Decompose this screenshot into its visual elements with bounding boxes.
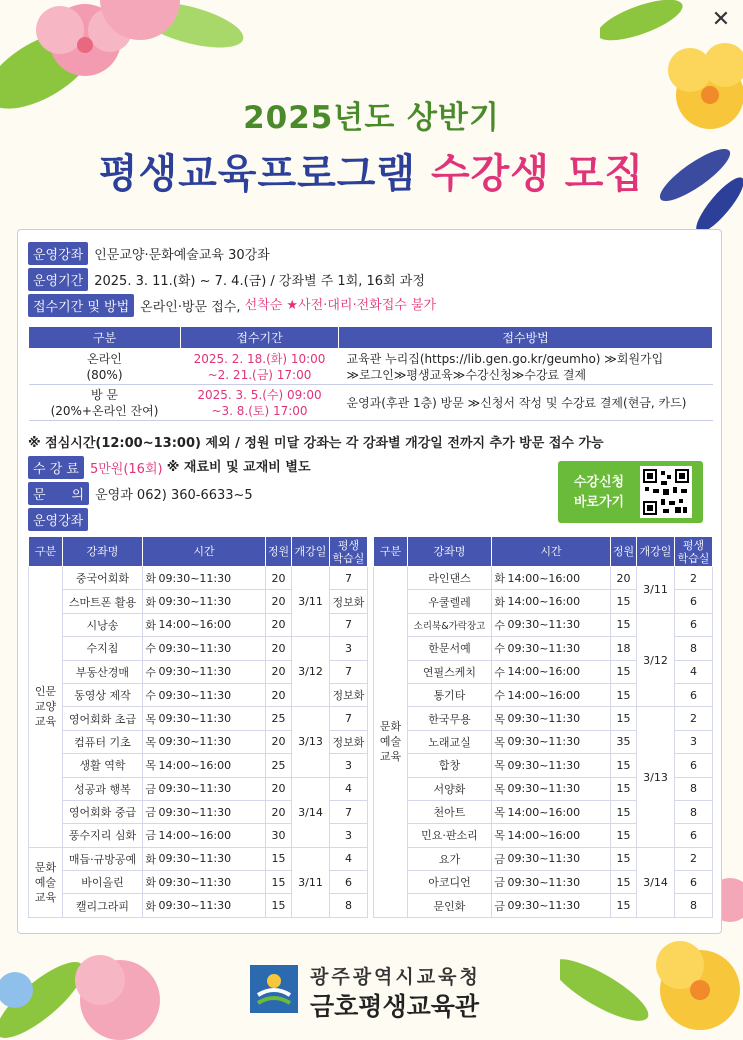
course-day: 금 (492, 871, 508, 894)
course-time: 09:30~11:30 (508, 613, 611, 636)
period-value: 2025. 3. 11.(화) ~ 7. 4.(금) / 강좌별 주 1회, 16회 과정 (94, 274, 425, 289)
schedule-row (29, 567, 368, 590)
courses-header-row (28, 508, 88, 531)
apply-button-line2: 바로가기 (573, 495, 625, 510)
course-room: 3 (330, 754, 368, 777)
reg-type: 온라인 (87, 351, 122, 366)
course-day: 목 (143, 707, 159, 730)
course-time: 14:00~16:00 (159, 613, 266, 636)
course-time: 09:30~11:30 (159, 707, 266, 730)
course-time: 09:30~11:30 (508, 754, 611, 777)
course-day: 화 (143, 590, 159, 613)
schedule-header: 정원 (266, 537, 292, 567)
reg-method: 교육관 누리집(https://lib.gen.go.kr/geumho) ≫회원가입 (346, 351, 664, 366)
contact-label: 문 의 (28, 482, 89, 505)
course-capacity: 15 (611, 871, 637, 894)
course-day: 화 (143, 567, 159, 590)
course-capacity: 25 (266, 707, 292, 730)
course-capacity: 25 (266, 754, 292, 777)
course-name: 아코디언 (408, 871, 492, 894)
course-capacity: 20 (266, 683, 292, 706)
course-time: 09:30~11:30 (159, 660, 266, 683)
course-day: 수 (492, 660, 508, 683)
info-courses-row (28, 242, 270, 265)
course-time: 09:30~11:30 (508, 777, 611, 800)
info-apply-row (28, 294, 436, 317)
course-capacity: 20 (266, 660, 292, 683)
course-time: 14:00~16:00 (508, 824, 611, 847)
course-room: 6 (675, 824, 713, 847)
schedule-row (374, 567, 713, 590)
course-capacity: 15 (611, 707, 637, 730)
course-name: 중국어회화 (63, 567, 143, 590)
course-room: 8 (675, 894, 713, 917)
course-capacity: 15 (611, 660, 637, 683)
left-schedule-table (28, 536, 368, 918)
course-day: 금 (492, 847, 508, 870)
course-room: 정보화 (330, 683, 368, 706)
course-time: 09:30~11:30 (159, 847, 266, 870)
course-category: 문화 예술 교육 (374, 567, 408, 918)
course-start-date: 3/12 (292, 637, 330, 707)
course-capacity: 20 (266, 800, 292, 823)
course-day: 수 (143, 683, 159, 706)
course-time: 09:30~11:30 (159, 800, 266, 823)
course-time: 14:00~16:00 (159, 754, 266, 777)
course-room: 6 (675, 754, 713, 777)
course-capacity: 15 (611, 824, 637, 847)
course-start-date: 3/12 (637, 613, 675, 707)
course-name: 성공과 행복 (63, 777, 143, 800)
courses-header: 운영강좌 (28, 508, 88, 531)
course-capacity: 15 (266, 847, 292, 870)
course-room: 6 (675, 683, 713, 706)
reg-date-start: 2025. 3. 5.(수) 09:00 (197, 387, 322, 402)
course-time: 09:30~11:30 (508, 707, 611, 730)
org-name-line1: 광주광역시교육청 (310, 966, 481, 988)
course-name: 천아트 (408, 800, 492, 823)
course-capacity: 15 (611, 777, 637, 800)
course-room: 7 (330, 707, 368, 730)
course-day: 금 (492, 894, 508, 917)
education-office-logo (250, 965, 298, 1013)
course-time: 09:30~11:30 (159, 637, 266, 660)
course-capacity: 20 (266, 777, 292, 800)
course-day: 목 (492, 754, 508, 777)
schedule-header: 개강일 (637, 537, 675, 567)
course-capacity: 30 (266, 824, 292, 847)
title-program: 평생교육프로그램 (98, 151, 417, 197)
schedule-row (374, 847, 713, 870)
course-capacity: 15 (611, 683, 637, 706)
course-day: 금 (143, 800, 159, 823)
course-time: 09:30~11:30 (508, 637, 611, 660)
reg-date-end: ~3. 8.(토) 17:00 (211, 403, 308, 418)
fee-label: 수 강 료 (28, 456, 84, 479)
course-day: 수 (492, 637, 508, 660)
course-room: 8 (675, 777, 713, 800)
course-category: 인문 교양 교육 (29, 567, 63, 848)
course-time: 09:30~11:30 (508, 871, 611, 894)
reg-method: 운영과(후관 1층) 방문 ≫신청서 작성 및 수강료 결제(현금, 카드) (346, 395, 687, 410)
course-room: 3 (330, 824, 368, 847)
course-time: 09:30~11:30 (508, 894, 611, 917)
course-capacity: 15 (611, 800, 637, 823)
course-room: 4 (675, 660, 713, 683)
course-capacity: 18 (611, 637, 637, 660)
course-day: 수 (143, 660, 159, 683)
course-room: 7 (330, 660, 368, 683)
schedule-header: 평생 학습실 (675, 537, 713, 567)
course-room: 3 (675, 730, 713, 753)
course-name: 한문서예 (408, 637, 492, 660)
course-room: 6 (675, 590, 713, 613)
right-schedule-table (373, 536, 713, 918)
schedule-header: 강좌명 (408, 537, 492, 567)
reg-type-note: (80%) (86, 367, 123, 382)
course-capacity: 15 (611, 894, 637, 917)
title-line-1: 2025년도 상반기 (243, 100, 500, 136)
course-room: 4 (330, 847, 368, 870)
course-capacity: 15 (266, 894, 292, 917)
course-time: 14:00~16:00 (508, 590, 611, 613)
org-name-line2: 금호평생교육관 (310, 992, 480, 1021)
course-room: 8 (675, 637, 713, 660)
schedule-header: 구분 (29, 537, 63, 567)
course-capacity: 20 (266, 590, 292, 613)
course-name: 스마트폰 활용 (63, 590, 143, 613)
course-room: 4 (330, 777, 368, 800)
course-time: 14:00~16:00 (159, 824, 266, 847)
course-start-date: 3/14 (292, 777, 330, 847)
reg-header: 접수방법 (339, 327, 713, 349)
course-start-date: 3/11 (292, 847, 330, 917)
schedule-header: 개강일 (292, 537, 330, 567)
course-time: 09:30~11:30 (159, 871, 266, 894)
close-icon[interactable]: ✕ (711, 7, 731, 32)
course-name: 매듭·규방공예 (63, 847, 143, 870)
course-name: 문인화 (408, 894, 492, 917)
apply-shortcut-button[interactable] (558, 461, 703, 523)
course-capacity: 20 (266, 730, 292, 753)
course-name: 연필스케치 (408, 660, 492, 683)
info-card (17, 229, 722, 934)
apply-button-line1: 수강신청 (573, 475, 625, 490)
course-room: 2 (675, 567, 713, 590)
course-start-date: 3/11 (292, 567, 330, 637)
contact-value: 운영과 062) 360-6633~5 (95, 488, 253, 503)
fee-row (28, 456, 311, 479)
course-room: 6 (675, 871, 713, 894)
course-room: 2 (675, 707, 713, 730)
course-capacity: 15 (611, 613, 637, 636)
course-day: 목 (492, 707, 508, 730)
course-name: 영어회화 중급 (63, 800, 143, 823)
course-name: 소리북&가락장고 (408, 613, 492, 636)
reg-date-end: ~2. 21.(금) 17:00 (207, 367, 312, 382)
course-day: 수 (143, 637, 159, 660)
course-name: 생활 역학 (63, 754, 143, 777)
course-start-date: 3/13 (637, 707, 675, 847)
flower-decoration-bottom-left (0, 920, 200, 1040)
course-capacity: 20 (611, 567, 637, 590)
course-time: 09:30~11:30 (159, 777, 266, 800)
course-room: 3 (330, 637, 368, 660)
course-day: 화 (492, 567, 508, 590)
course-day: 목 (492, 730, 508, 753)
reg-header: 구분 (29, 327, 181, 349)
schedule-row (29, 847, 368, 870)
course-room: 8 (675, 800, 713, 823)
fee-value: 5만원(16회) (89, 462, 163, 477)
schedule-row (29, 707, 368, 730)
course-capacity: 15 (611, 754, 637, 777)
schedule-header: 강좌명 (63, 537, 143, 567)
course-day: 화 (143, 613, 159, 636)
notice-text: ※ 점심시간(12:00~13:00) 제외 / 정원 미달 강좌는 각 강좌별 개강일 전까지 추가 방문 접수 가능 (28, 436, 604, 451)
course-capacity: 15 (611, 847, 637, 870)
course-name: 동영상 제작 (63, 683, 143, 706)
reg-row (29, 385, 713, 421)
course-room: 정보화 (330, 730, 368, 753)
course-day: 금 (143, 824, 159, 847)
course-name: 민요·판소리 (408, 824, 492, 847)
course-day: 수 (492, 683, 508, 706)
schedule-row (29, 777, 368, 800)
course-day: 금 (143, 777, 159, 800)
course-day: 목 (492, 824, 508, 847)
course-name: 서양화 (408, 777, 492, 800)
registration-table (28, 326, 713, 421)
course-name: 합창 (408, 754, 492, 777)
reg-header: 접수기간 (181, 327, 339, 349)
course-room: 6 (330, 871, 368, 894)
course-name: 시낭송 (63, 613, 143, 636)
course-name: 바이올린 (63, 871, 143, 894)
course-capacity: 35 (611, 730, 637, 753)
reg-method: ≫로그인≫평생교육≫수강신청≫수강료 결제 (346, 367, 587, 382)
course-day: 목 (492, 800, 508, 823)
reg-type: 방 문 (91, 387, 118, 402)
schedule-header: 시간 (143, 537, 266, 567)
course-name: 한국무용 (408, 707, 492, 730)
course-room: 7 (330, 567, 368, 590)
info-period-row (28, 268, 425, 291)
apply-value: 온라인·방문 접수, (140, 300, 241, 315)
course-time: 09:30~11:30 (159, 683, 266, 706)
course-time: 14:00~16:00 (508, 800, 611, 823)
course-day: 화 (143, 871, 159, 894)
apply-label: 접수기간 및 방법 (28, 294, 134, 317)
course-name: 풍수지리 심화 (63, 824, 143, 847)
courses-label: 운영강좌 (28, 242, 88, 265)
courses-value: 인문교양·문화예술교육 30강좌 (94, 248, 270, 263)
schedule-row (29, 637, 368, 660)
course-start-date: 3/13 (292, 707, 330, 777)
period-label: 운영기간 (28, 268, 88, 291)
course-capacity: 15 (266, 871, 292, 894)
schedule-header: 정원 (611, 537, 637, 567)
course-name: 수지침 (63, 637, 143, 660)
course-time: 09:30~11:30 (159, 567, 266, 590)
schedule-row (374, 613, 713, 636)
reg-row (29, 349, 713, 385)
contact-row (28, 482, 253, 505)
course-name: 부동산경매 (63, 660, 143, 683)
course-category: 문화 예술 교육 (29, 847, 63, 917)
course-room: 7 (330, 613, 368, 636)
apply-note: 선착순 ★사전·대리·전화접수 불가 (244, 298, 437, 313)
course-name: 요가 (408, 847, 492, 870)
course-name: 노래교실 (408, 730, 492, 753)
course-room: 6 (675, 613, 713, 636)
course-day: 수 (492, 613, 508, 636)
course-name: 통기타 (408, 683, 492, 706)
course-start-date: 3/11 (637, 567, 675, 614)
course-name: 라인댄스 (408, 567, 492, 590)
course-room: 2 (675, 847, 713, 870)
course-day: 화 (143, 894, 159, 917)
schedule-header: 시간 (492, 537, 611, 567)
course-time: 14:00~16:00 (508, 567, 611, 590)
course-room: 7 (330, 800, 368, 823)
course-time: 14:00~16:00 (508, 683, 611, 706)
qr-code-icon[interactable] (640, 466, 692, 518)
course-name: 컴퓨터 기초 (63, 730, 143, 753)
course-day: 목 (143, 730, 159, 753)
reg-date-start: 2025. 2. 18.(화) 10:00 (193, 351, 326, 366)
course-room: 8 (330, 894, 368, 917)
course-time: 09:30~11:30 (508, 847, 611, 870)
course-room: 정보화 (330, 590, 368, 613)
course-day: 화 (492, 590, 508, 613)
course-capacity: 20 (266, 613, 292, 636)
course-name: 영어회화 초급 (63, 707, 143, 730)
course-start-date: 3/14 (637, 847, 675, 917)
schedule-header: 평생 학습실 (330, 537, 368, 567)
title-line-2 (0, 142, 743, 199)
course-time: 09:30~11:30 (508, 730, 611, 753)
course-time: 14:00~16:00 (508, 660, 611, 683)
course-time: 09:30~11:30 (159, 590, 266, 613)
course-capacity: 15 (611, 590, 637, 613)
course-day: 화 (143, 847, 159, 870)
title-recruit: 수강생 모집 (430, 151, 645, 197)
course-name: 우쿨렐레 (408, 590, 492, 613)
course-name: 캘리그라피 (63, 894, 143, 917)
course-time: 09:30~11:30 (159, 894, 266, 917)
course-time: 09:30~11:30 (159, 730, 266, 753)
course-capacity: 20 (266, 637, 292, 660)
schedule-row (374, 707, 713, 730)
schedule-header: 구분 (374, 537, 408, 567)
course-capacity: 20 (266, 567, 292, 590)
course-day: 목 (143, 754, 159, 777)
course-day: 목 (492, 777, 508, 800)
reg-type-note: (20%+온라인 잔여) (50, 403, 159, 418)
fee-note: ※ 재료비 및 교재비 별도 (166, 460, 311, 475)
